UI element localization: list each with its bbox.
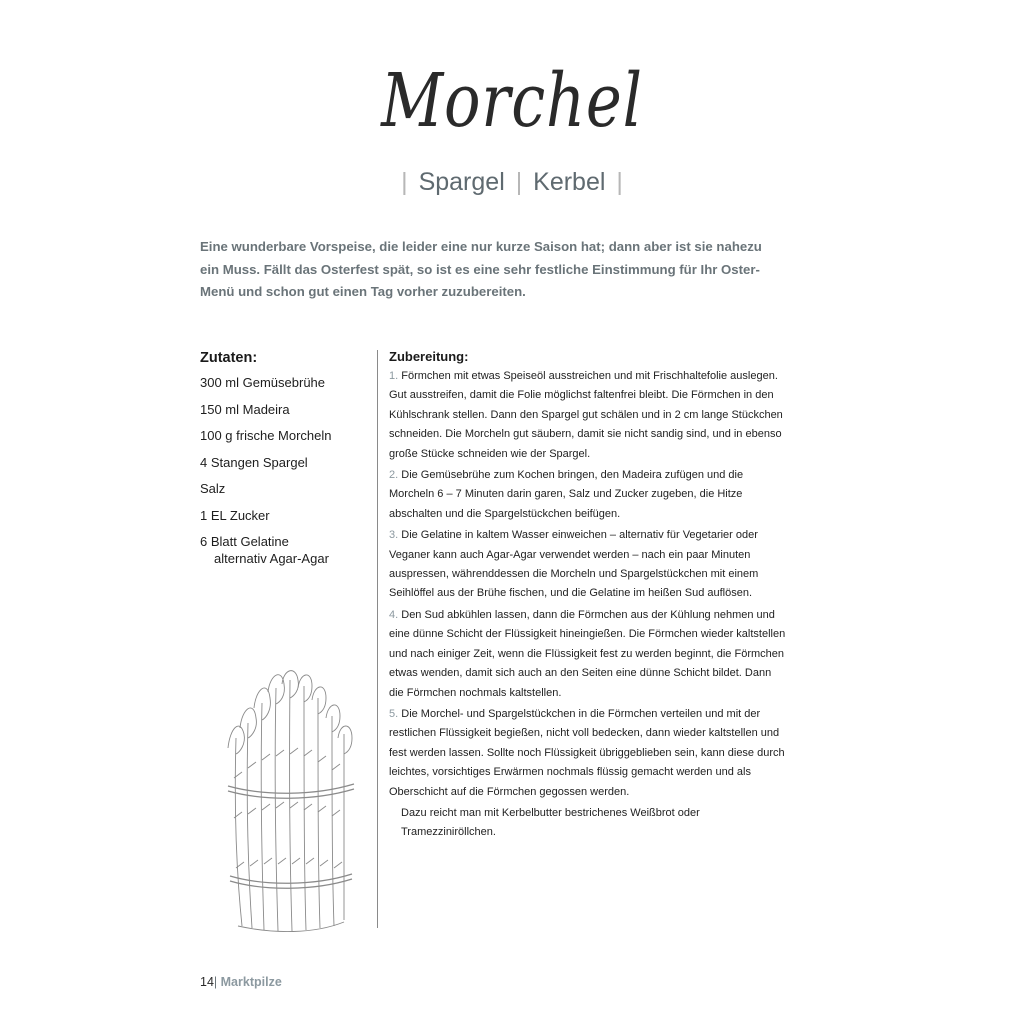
page-number: 14 <box>200 975 214 989</box>
recipe-subtitle <box>0 168 1024 197</box>
preparation-step <box>389 705 787 802</box>
subtitle-item-kerbel: Kerbel <box>533 168 606 196</box>
step-text: Die Gemüsebrühe zum Kochen bringen, den Madeira zufügen und die Morcheln 6 – 7 Minuten darin garen, Salz und Zucker zugeben, die Hitze abschalten und die Spargelstückchen beifügen. <box>389 469 744 520</box>
subtitle-separator: | <box>401 168 408 196</box>
page-footer <box>200 975 282 989</box>
section-name: Marktpilze <box>220 975 282 989</box>
column-divider <box>377 350 378 928</box>
ingredient-item: 300 ml Gemüsebrühe <box>200 375 326 390</box>
recipe-title: Morchel <box>381 58 643 144</box>
preparation-step <box>389 367 787 464</box>
step-number: 3. <box>389 529 399 542</box>
intro-paragraph: Eine wunderbare Vorspeise, die leider eine nur kurze Saison hat; dann aber ist sie nahezu ein Muss. Fällt das Osterfest spät, so ist es eine sehr festliche Einstimmung für Ihr Oster-Menü und schon gut einen Tag vorher zuzubereiten. <box>200 239 762 299</box>
ingredients-list <box>200 374 360 567</box>
footer-separator: | <box>213 975 218 989</box>
preparation-step <box>389 606 787 703</box>
step-number: 2. <box>389 469 399 482</box>
step-text: Förmchen mit etwas Speiseöl ausstreichen und mit Frischhaltefolie auslegen. Gut ausstreifen, damit die Folie möglichst faltenfrei bleibt. Die Förmchen in den Kühlschrank stellen. Dann den Spargel gut schälen und in 2 cm lange Stückchen schneiden. Die Morcheln gut säubern, damit sie nicht sandig sind, und in ebenso große Stücke schneiden wie der Spargel. <box>389 370 783 460</box>
ingredient-item <box>200 533 360 567</box>
ingredients-section <box>200 350 360 576</box>
serving-note: Dazu reicht man mit Kerbelbutter bestrichenes Weißbrot oder Tramezziniröllchen. <box>401 806 700 839</box>
step-number: 5. <box>389 707 399 720</box>
step-number: 4. <box>389 608 399 621</box>
preparation-section <box>389 349 787 843</box>
subtitle-separator: | <box>616 168 623 196</box>
preparation-heading: Zubereitung: <box>389 349 469 364</box>
ingredient-gelatine: 6 Blatt Gelatine <box>200 534 289 549</box>
ingredient-item: 150 ml Madeira <box>200 401 290 417</box>
step-text: Den Sud abkühlen lassen, dann die Förmchen aus der Kühlung nehmen und eine dünne Schicht der Flüssigkeit hineingießen. Die Förmchen wieder kaltstellen und nach einiger Zeit, wenn die Flüssigkeit fest zu werden beginnt, die Förmchen etwas wenden, damit sich auch an den Seiten eine dünne Schicht bildet. Dann die Förmchen nochmals kaltstellen. <box>389 608 786 699</box>
step-text: Die Morchel- und Spargelstückchen in die Förmchen verteilen und mit der restlichen Flüssigkeit begießen, nicht voll bedecken, dann wieder kaltstellen und fest werden lassen. Sollte noch Flüssigkeit übriggeblieben sein, kann diese durch leichtes, vorsichtiges Erwärmen nochmals flüssig gemacht werden und als Oberschicht auf die Förmchen gegossen werden. <box>389 707 785 798</box>
ingredient-item: 4 Stangen Spargel <box>200 454 308 470</box>
step-text: Die Gelatine in kaltem Wasser einweichen – alternativ für Vegetarier oder Veganer kann auch Agar-Agar verwendet werden – nach ein paar Minuten auspressen, währenddessen die Morcheln und Spargelstückchen mit einem Seihlöffel aus der Brühe fischen, und die Gelatine im heißen Sud auflösen. <box>389 529 759 600</box>
ingredient-item: 100 g frische Morcheln <box>200 428 332 443</box>
ingredients-heading: Zutaten: <box>200 350 258 366</box>
asparagus-illustration <box>214 668 364 933</box>
preparation-step <box>389 526 787 604</box>
preparation-steps <box>389 367 787 802</box>
step-number: 1. <box>389 370 399 382</box>
subtitle-separator: | <box>515 168 523 196</box>
ingredient-item: Salz <box>200 481 226 496</box>
subtitle-item-spargel: Spargel <box>418 168 505 196</box>
ingredient-alternative: alternativ Agar-Agar <box>214 551 329 566</box>
preparation-step <box>389 466 787 524</box>
ingredient-item: 1 EL Zucker <box>200 507 270 523</box>
